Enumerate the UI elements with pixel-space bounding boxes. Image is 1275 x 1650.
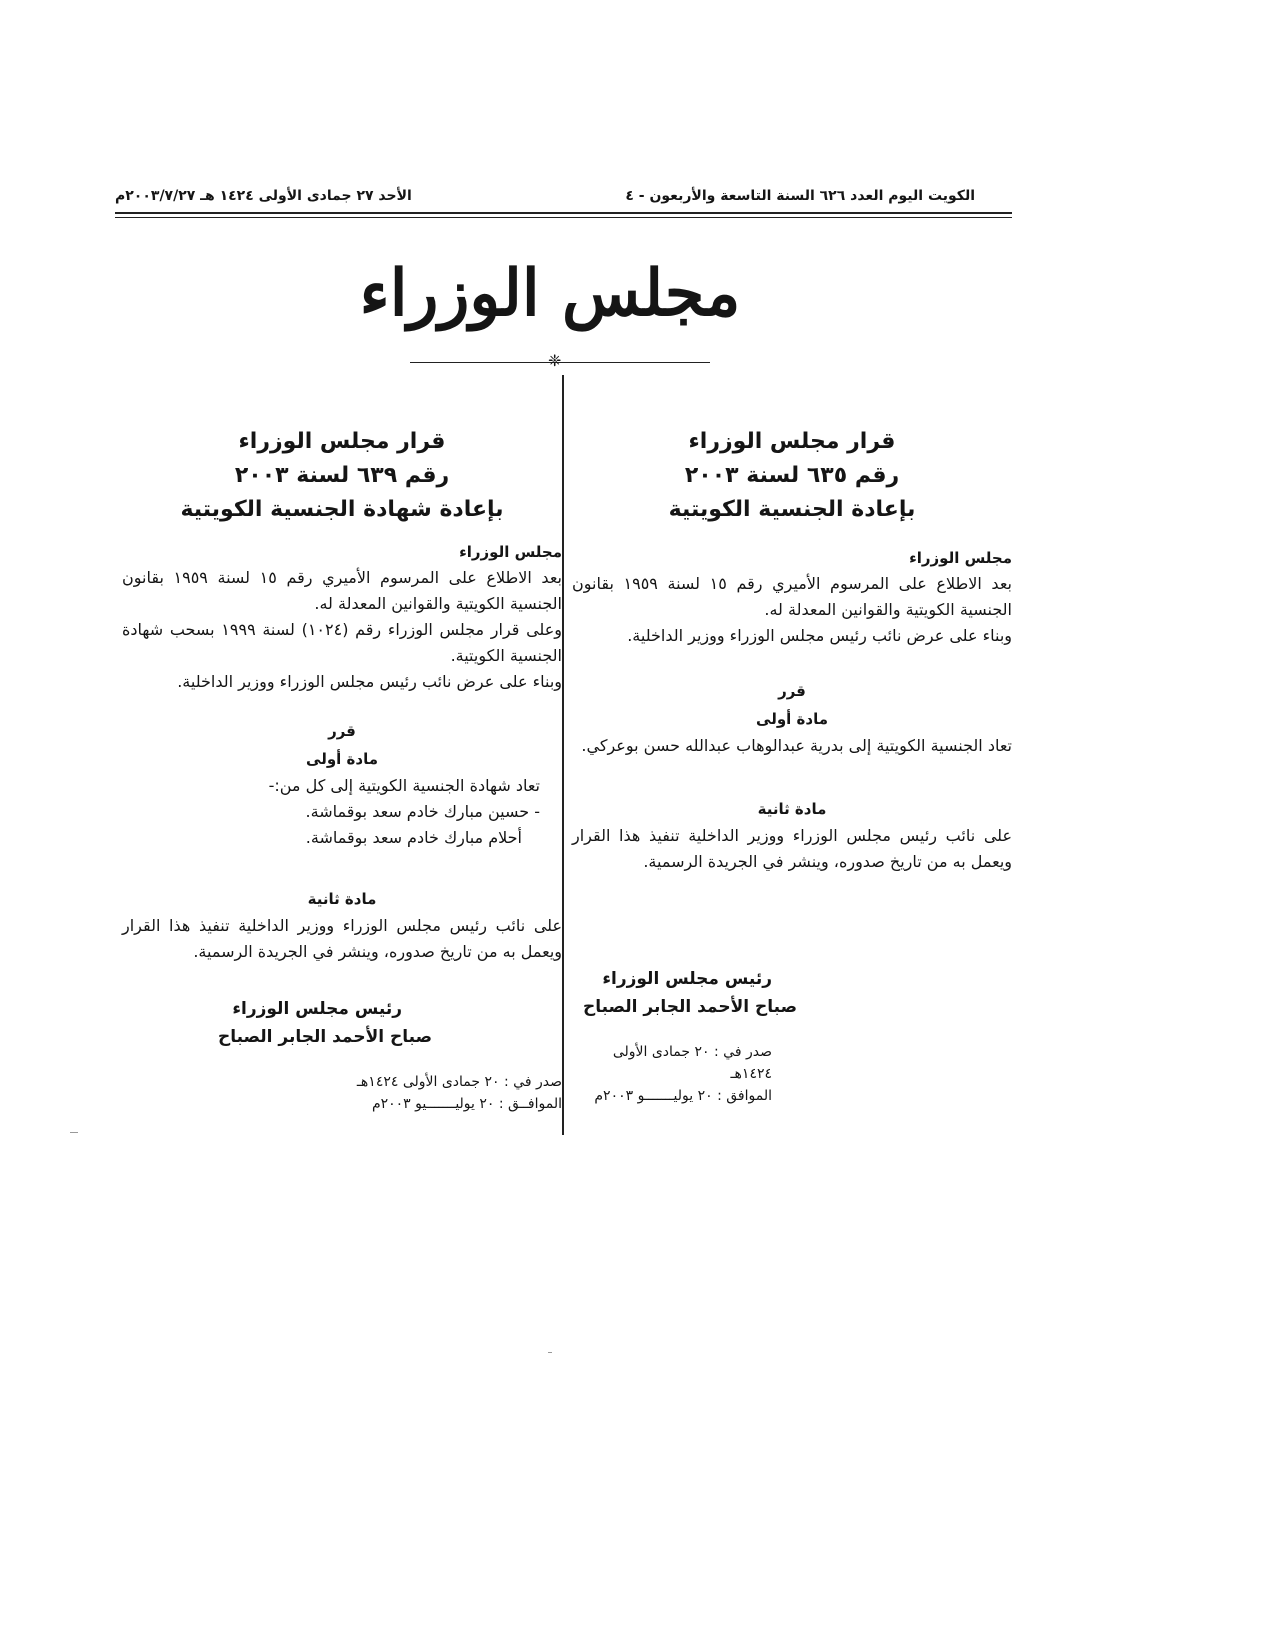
decided-label: قرر [328,722,356,740]
article-1-title: مادة أولى [756,710,828,728]
article-2-title: مادة ثانية [757,800,827,818]
signer-title: رئيس مجلس الوزراء [602,969,772,989]
signer-name: صباح الأحمد الجابر الصباح [217,1027,432,1047]
article-1-title: مادة أولى [306,750,378,768]
header-rule-thick [115,212,1012,214]
scan-mark [548,1352,552,1353]
decision-639-column [122,425,562,1115]
issue-date: صدر في : ٢٠ جمادى الأولى ١٤٢٤هـ [356,1074,562,1090]
list-item: - حسين مبارك خادم سعد بوقماشة. [305,802,540,821]
article-2-title: مادة ثانية [307,890,377,908]
signer-name: صباح الأحمد الجابر الصباح [582,997,797,1017]
decided-label: قرر [778,682,806,700]
section-masthead: مجلس الوزراء [359,256,741,331]
decision-639-heading [122,425,562,527]
article-2-text: على نائب رئيس مجلس الوزراء ووزير الداخلية تنفيذ هذا القرار ويعمل به من تاريخ صدوره، وينشر في الجريدة الرسمية. [572,826,1012,871]
decision-635-column [572,425,1012,1107]
decision-subject: بإعادة الجنسية الكويتية [668,497,916,522]
council-label: مجلس الوزراء [459,543,562,561]
scan-mark [70,1132,78,1133]
running-header-issue: الكويت اليوم العدد ٦٢٦ السنة التاسعة والأربعون - ٤ [625,188,975,204]
article-1-text: تعاد الجنسية الكويتية إلى بدرية عبدالوهاب عبدالله حسن بوعركي. [581,736,1012,755]
corresponding-date: الموافق : ٢٠ يوليـــــــو ٢٠٠٣م [594,1088,772,1104]
article-1-text: تعاد شهادة الجنسية الكويتية إلى كل من:- [268,776,540,795]
list-item: أحلام مبارك خادم سعد بوقماشة. [305,828,522,847]
preamble-paragraph: وبناء على عرض نائب رئيس مجلس الوزراء ووزير الداخلية. [627,626,1012,645]
preamble-paragraph: وعلى قرار مجلس الوزراء رقم (١٠٢٤) لسنة ١٩٩٩ بسحب شهادة الجنسية الكويتية. [122,620,563,665]
decision-subject: بإعادة شهادة الجنسية الكويتية [180,497,504,522]
running-header-date: الأحد ٢٧ جمادى الأولى ١٤٢٤ هـ ٢٠٠٣/٧/٢٧م [115,188,412,204]
decision-title: قرار مجلس الوزراء [238,429,446,454]
decision-635-heading [572,425,1012,527]
decision-number: رقم ٦٣٥ لسنة ٢٠٠٣ [684,463,900,488]
article-2-text: على نائب رئيس مجلس الوزراء ووزير الداخلية تنفيذ هذا القرار ويعمل به من تاريخ صدوره، وينشر في الجريدة الرسمية. [122,916,562,961]
ornament-icon: ❈ [548,351,562,370]
column-divider [562,375,564,1135]
decision-number: رقم ٦٣٩ لسنة ٢٠٠٣ [234,463,450,488]
corresponding-date: الموافــق : ٢٠ يوليـــــــيو ٢٠٠٣م [371,1096,562,1112]
preamble-paragraph: وبناء على عرض نائب رئيس مجلس الوزراء ووزير الداخلية. [177,672,562,691]
signer-title: رئيس مجلس الوزراء [232,999,402,1019]
council-label: مجلس الوزراء [909,549,1012,567]
issue-date: صدر في : ٢٠ جمادى الأولى ١٤٢٤هـ [612,1044,772,1082]
header-rule-thin [115,217,1012,218]
preamble-paragraph: بعد الاطلاع على المرسوم الأميري رقم ١٥ لسنة ١٩٥٩ بقانون الجنسية الكويتية والقوانين المعدلة له. [122,568,562,613]
decision-title: قرار مجلس الوزراء [688,429,896,454]
preamble-paragraph: بعد الاطلاع على المرسوم الأميري رقم ١٥ لسنة ١٩٥٩ بقانون الجنسية الكويتية والقوانين المعدلة له. [572,574,1012,619]
